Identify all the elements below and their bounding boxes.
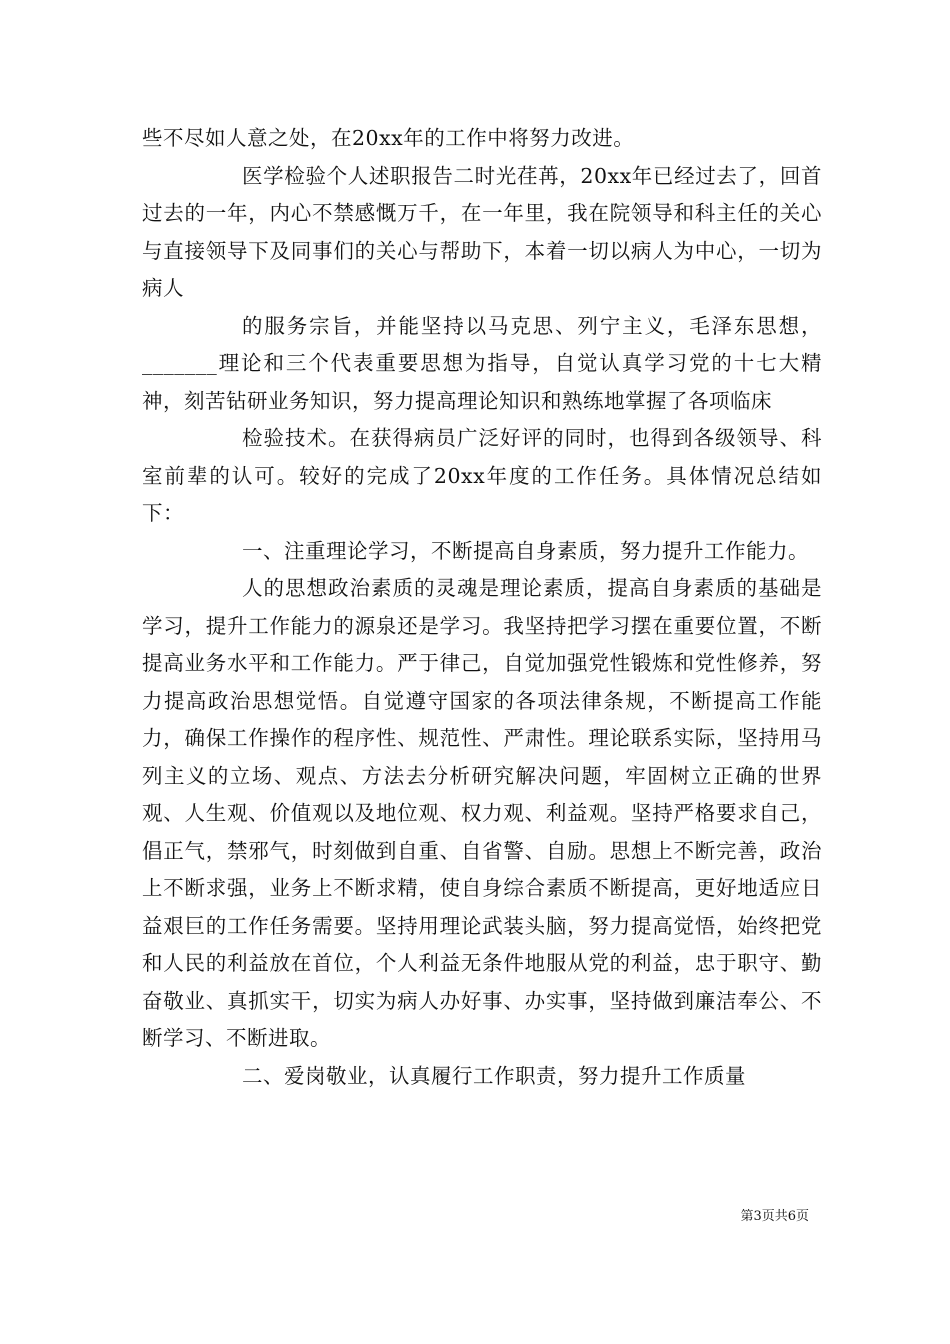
paragraph-3: 的服务宗旨，并能坚持以马克思、列宁主义，毛泽东思想，_______理论和三个代表重要思想为指导，自觉认真学习党的十七大精神，刻苦钻研业务知识，努力提高理论知识和熟练地掌握了各项临床: [142, 313, 822, 413]
paragraph-2: 医学检验个人述职报告二时光荏苒，20xx年已经过去了，回首过去的一年，内心不禁感慨万千，在一年里，我在院领导和科主任的关心与直接领导下及同事们的关心与帮助下，本着一切以病人为中心，一切为病人: [142, 163, 822, 300]
paragraph-5: 人的思想政治素质的灵魂是理论素质，提高自身素质的基础是学习，提升工作能力的源泉还是学习。我坚持把学习摆在重要位置，不断提高业务水平和工作能力。严于律己，自觉加强党性锻炼和党性修养，努力提高政治思想觉悟。自觉遵守国家的各项法律条规，不断提高工作能力，确保工作操作的程序性、规范性、严肃性。理论联系实际，坚持用马列主义的立场、观点、方法去分析研究解决问题，牢固树立正确的世界观、人生观、价值观以及地位观、权力观、利益观。坚持严格要求自己，倡正气，禁邪气，时刻做到自重、自省警、自励。思想上不断完善，政治上不断求强，业务上不断求精，使自身综合素质不断提高，更好地适应日益艰巨的工作任务需要。坚持用理论武装头脑，努力提高觉悟，始终把党和人民的利益放在首位，个人利益无条件地服从党的利益，忠于职守、勤奋敬业、真抓实干，切实为病人办好事、办实事，坚持做到廉洁奉公、不断学习、不断进取。: [142, 576, 822, 1050]
document-body: [142, 120, 822, 1095]
paragraph-1: 些不尽如人意之处，在20xx年的工作中将努力改进。: [142, 126, 635, 150]
paragraph-4: 检验技术。在获得病员广泛好评的同时，也得到各级领导、科室前辈的认可。较好的完成了20xx年度的工作任务。具体情况总结如下：: [142, 426, 822, 525]
page-number: 第3页共6页: [740, 1209, 809, 1224]
section-heading-1: 一、注重理论学习，不断提高自身素质，努力提升工作能力。: [242, 538, 809, 563]
section-heading-2: 二、爱岗敬业，认真履行工作职责，努力提升工作质量: [242, 1063, 746, 1088]
